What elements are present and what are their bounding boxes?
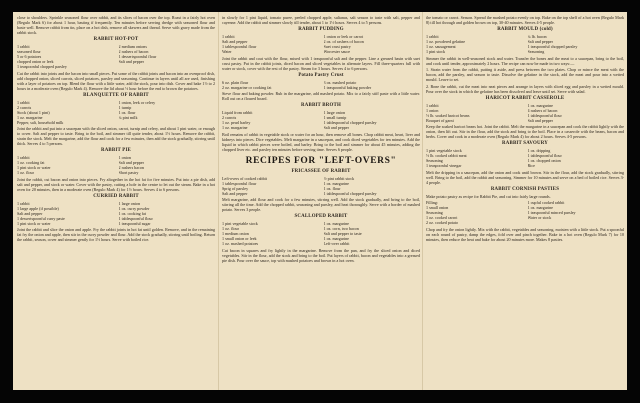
ingredient-item: Salt and pepper [527, 117, 553, 123]
ingredient-item: 1 tablespoonful chopped parsley [323, 120, 377, 125]
ingredient-item: 5 or 6 potatoes [17, 54, 42, 59]
ingredient-item: 1 pint stock or water [17, 165, 51, 170]
ingredient-item: 1 large onion [323, 110, 346, 115]
ingredient-item: 1 onion [426, 107, 439, 113]
ingredient-item: 1 oz. margarine [323, 236, 349, 241]
fold-line-right [422, 12, 423, 390]
ingredient-item: 2 carrots [222, 115, 237, 120]
ingredient-item: Pepper, salt, household milk [17, 119, 64, 125]
ingredient-item: 1 teaspoonful vinegar [426, 163, 462, 168]
ingredient-item: 1 large apple (if possible) [17, 205, 59, 211]
recipe-paragraph: Keep the soaked haricot beans hot. Joint the rabbit. Melt the margarine in a saucepan and cook the rabbit lightly with the onion, then lift out. Stir in the flour, add the stock and bring to the boil. Place in a casserole with the beans, bacon and herbs. Cover and cook in a moderate oven (Regulo Mark 4) for about 2 hours. Serves 4-5 persons. [426, 124, 624, 139]
ingredient-item: 1 oz. margarine [17, 114, 43, 120]
ingredient-item: 1 pint stock or water [17, 220, 51, 226]
ingredient-item: 1 oz. mashed potatoes [222, 241, 259, 246]
ingredient-list [222, 176, 420, 196]
ingredient-item: Salt and pepper [118, 59, 144, 64]
ingredient-item: Rice [527, 163, 536, 168]
recipe-paragraph: Joint the rabbit and put into a saucepan with the sliced onion, carrot, turnip and celery, and about 1 pint water, or enough to cover. Salt and pepper to taste. Bring to the boil, and simmer till quite tender, about 1½ hours. Remove the rabbit, strain the stock. Melt the margarine, add the flour and cook for a few minutes, then add the stock gradually, stirring until thick. Serves 4 to 5 persons. [17, 126, 215, 146]
ingredient-item: 1 pint vegetable stock [222, 221, 258, 226]
ingredient-item: 1 pint vegetable stock [426, 148, 462, 153]
ingredient-item: Liquid from rabbit [222, 110, 253, 115]
ingredient-list [17, 201, 215, 226]
ingredient-item: 1 oz. flour [17, 170, 34, 175]
recipe-paragraph: Joint the rabbit and coat with the flour, mixed with 1 teaspoonful salt and the pepper. Line a greased basin with suet crust pastry. Put in the rabbit joints, diced bacon and sliced vegetables in alternate layers. Fill three-quarters full with water or stock, cover with the rest of the pastry. Steam for 3 hours. Serves 4 to 6 persons. [222, 55, 420, 71]
ingredient-item: Filling: [426, 200, 439, 205]
ingredient-item: Salt and pepper [323, 125, 349, 130]
recipe-paragraph: Make potato pastry as recipe for Rabbit Pie, and cut into fairly large rounds. [426, 193, 551, 199]
recipe-paragraph: Joint the rabbit and slice the onion and apple. Fry the rabbit joints in hot fat until golden. Remove, and in the remaining fat fry the onion and apple, then stir in the curry powder and flour. Add the stock gradually, stirring until boiling. Return the rabbit, season, cover and simmer gently for 1½ hours. Serve with boiled rice. [17, 227, 215, 242]
ingredient-list [222, 80, 420, 90]
ingredient-item: Bouquet of garni [426, 117, 454, 123]
recipe-paragraph: Simmer the rabbit in well-seasoned stock and water. Transfer the bones and the meat to a saucepan, bring to the boil, and cook until tender, approximately 2 hours. The recipe can now be made in two ways:— [426, 55, 624, 66]
recipe-heading: RABBIT CORNISH PASTIES [490, 186, 560, 192]
ingredient-item: 1 rabbit [426, 102, 439, 108]
recipe-heading: FRICASSEE OF RABBIT [291, 168, 351, 174]
ingredient-item: 1 tablespoonful flour [222, 180, 257, 186]
recipe-heading: RABBIT MOULD (cold) [497, 27, 553, 32]
ingredient-item: Seasoning [426, 210, 443, 215]
recipe-paragraph: 2. Bone the rabbit, cut the meat into neat pieces and arrange in layers with sliced egg and parsley in a wetted mould. Pour over the stock in which the gelatine has been dissolved and leave until set. Serve with salad. [426, 83, 624, 94]
ingredient-item: ½ lb. soaked haricot beans [426, 112, 470, 118]
fold-line-left [218, 12, 219, 390]
ingredient-item: 1 tablespoonful flour [118, 215, 153, 221]
ingredient-item: 1 turnip [118, 104, 132, 110]
ingredient-item: 1 rabbit [17, 44, 30, 49]
recipe-heading: BLANQUETTE OF RABBIT [83, 92, 149, 98]
ingredient-item: 1 oz. sausagemeat [426, 44, 456, 49]
recipe-heading: Potato Pastry Crust [298, 72, 344, 78]
ingredient-item: 1 oz. cooking fat [118, 210, 147, 216]
recipe-leaflet [13, 12, 627, 390]
recipe-paragraph: Melt margarine, add flour and cook for a few minutes, stirring well. Add the stock gradually, and bring to the boil, stirring all the time. Add the chopped rabbit, seasoning and parsley, and heat thoroughly. Serve with a border of mashed potato. Serves 3 people. [222, 197, 420, 212]
recipe-heading: RABBIT PUDDING [298, 27, 344, 32]
ingredient-item: 1 tablespoonful flour [222, 44, 257, 49]
ingredient-item: Salt and pepper [527, 39, 553, 44]
section-heading: RECIPES FOR "LEFT-OVERS" [245, 155, 397, 166]
ingredient-item: 1 dessertspoonful curry paste [17, 215, 65, 221]
recipe-paragraph: Cut bacon in squares and fry lightly in the margarine. Remove from the pan, and fry the sliced onion and diced vegetables. Stir in the flour, add the stock and bring to the boil. Put layers of rabbit, bacon and vegetables into a greased pie dish. Pour over the sauce, top with mashed potatoes and brown in a hot oven. [222, 247, 420, 263]
recipe-heading: RABBIT PIE [100, 148, 132, 153]
ingredient-item: Salt and pepper [222, 39, 248, 44]
ingredient-item: 1 oz. powdered gelatine [426, 39, 466, 44]
ingredient-item: Water [222, 49, 232, 54]
ingredient-list [17, 44, 215, 69]
recipe-paragraph: Melt the dripping in a saucepan, add the onion and cook until brown. Stir in the flour, add the stock gradually, stirring well. Bring to the boil, add the rabbit and seasoning. Simmer for 10 minutes and serve on a bed of boiled rice. Serves 3-4 people. [426, 169, 624, 185]
column-left [17, 15, 215, 244]
recipe-heading: CURRIED RABBIT [93, 193, 139, 199]
ingredient-item: 1 oz. chopped onion [527, 158, 561, 163]
ingredient-item: Salt and pepper to taste [323, 231, 362, 236]
ingredient-item: ½ lb. cooked rabbit meat [426, 153, 467, 158]
recipe-heading: SCALLOPED RABBIT [294, 214, 348, 219]
ingredient-item: ¼ pint milk [118, 114, 138, 120]
ingredient-item: Water or stock [527, 215, 552, 220]
ingredient-list [222, 221, 420, 246]
ingredient-item: 1 tablespoonful flour [527, 153, 562, 158]
ingredient-item: Salt and pepper [118, 160, 144, 165]
ingredient-item: 1 oz. corn, two bacon [323, 226, 359, 231]
ingredient-item: 1 oz. curry powder [118, 205, 150, 211]
recipe-heading: HARICOT RABBIT CASSEROLE [485, 95, 565, 101]
ingredient-item: 1 rabbit [222, 34, 235, 39]
ingredient-item: 1 oz. margarine [222, 125, 248, 130]
ingredient-item: 1 oz. margarine [323, 221, 349, 226]
ingredient-item: 1 oz. margarine [527, 102, 553, 108]
column-middle [222, 15, 420, 264]
ingredient-item: ½ pint rabbit stock [323, 175, 355, 181]
ingredient-list [426, 103, 624, 123]
recipe-paragraph: Sieve flour and baking powder. Rub in the margarine, add mashed potato. Mix to a fairly stiff paste with a little water. Roll out on a floured board. [222, 91, 420, 101]
ingredient-item: 1 small onion [426, 205, 449, 210]
ingredient-item: 1 small onion or leek [222, 236, 257, 241]
ingredient-item: 1 oz. cooked carrot [426, 215, 458, 220]
ingredient-item: 2 oz. of rashers of bacon [323, 39, 364, 44]
ingredient-item: 1 oz. flour [222, 226, 239, 231]
ingredient-item: chopped onion or leek [17, 59, 54, 64]
ingredient-item: Salt and pepper [222, 190, 248, 196]
ingredient-item: 2 carrots [17, 104, 32, 110]
ingredient-item: Sprig of parsley [222, 185, 249, 191]
ingredient-list [426, 148, 624, 168]
recipe-paragraph: Chop and fry the onion lightly. Mix with the rabbit, vegetables and seasoning, moisten with a little stock. Put a spoonful on each round of pastry, damp the edges, fold over and pinch together. Bake in a hot oven (Regulo Mark 7) for 10 minutes, then reduce the heat and bake for about 20 minutes more. Makes 8 pasties. [426, 226, 624, 242]
ingredient-item: Seasoning [527, 49, 545, 54]
recipe-heading: RABBIT BROTH [301, 103, 341, 108]
ingredient-list [426, 200, 624, 225]
recipe-paragraph: Cut the rabbit into joints and the bacon into small pieces. Put some of the rabbit joints and bacon into an ovenproof dish, add chopped onion, sliced carrots, sliced potatoes, parsley and seasoning. Continue in layers until all are used, finishing with a layer of potatoes on top. Blend the flour with a little water, add the stock, pour into dish. Cover and bake 1½ to 2 hours in a moderate oven (Regulo Mark 4). Remove the lid about ½ hour before the end to brown the potatoes. [17, 70, 215, 91]
ingredient-item: 1 onion [118, 155, 131, 160]
ingredient-item: Left-overs of cooked rabbit [222, 175, 267, 181]
ingredient-item: 2 rashers bacon [118, 165, 144, 170]
ingredient-item: Left-over rabbit [323, 241, 350, 246]
ingredient-item: 1 teaspoonful minced parsley [527, 210, 576, 215]
ingredient-item: 1 rabbit [17, 155, 30, 160]
recipe-heading: RABBIT SAVOURY [502, 141, 548, 146]
ingredient-item: Suet crust pastry [323, 44, 351, 49]
ingredient-item: Salt and pepper [17, 210, 43, 216]
ingredient-item: 1 small turnip [323, 115, 347, 120]
ingredient-item: 1 large onion [118, 200, 141, 206]
ingredient-item: 1 onion, leek or celery [118, 99, 156, 105]
ingredient-list [222, 110, 420, 130]
ingredient-item: 1 teaspoonful chopped parsley [527, 44, 578, 49]
ingredient-item: Worcester sauce [323, 49, 351, 54]
ingredient-item: 1 rabbit [17, 200, 30, 206]
ingredient-item: 1 oz. flour [118, 109, 136, 115]
ingredient-item: 1 tablespoonful chopped parsley [323, 190, 377, 196]
ingredient-item: 6 oz. plain flour [222, 79, 249, 85]
ingredient-item: Stock (about 1 pint) [17, 109, 50, 115]
ingredient-item: 2 medium onions [118, 44, 147, 49]
ingredient-item: 1 oz. flour [323, 185, 341, 191]
ingredient-item: ¼ lb. bacon [527, 34, 547, 39]
ingredient-item: 1 dessertspoonful flour [118, 54, 157, 59]
ingredient-item: 1 rabbit [17, 99, 30, 105]
recipe-paragraph: the tomato or carrot. Season. Spread the mashed potato evenly on top. Bake on the top shelf of a hot oven (Regulo Mark 8) till hot through and golden brown on top, 30-40 minutes. Serves 4-5 people. [426, 15, 624, 25]
ingredient-item: 4 rashers of bacon [527, 107, 558, 113]
ingredient-list [17, 100, 215, 125]
ingredient-item: 1 teaspoonful chopped parsley [17, 64, 67, 69]
ingredient-item: 1 oz. cooking fat [17, 160, 45, 165]
ingredient-item: 2 oz. margarine or cooking fat [222, 84, 272, 90]
recipe-paragraph: Boil remains of rabbit in vegetable stock or water for an hour, then remove all bones. Chop rabbit meat, heart, liver and kidneys into pieces. Dice vegetables. Melt margarine in a saucepan, and cook diced vegetables for ten minutes. Add the liquid in which rabbit pieces were boiled, and barley. Bring to the boil and simmer for about 45 minutes, adding the chopped liver etc. and parsley ten minutes before serving time. Serves 6 people. [222, 131, 420, 152]
ingredient-item: 1 oz. margarine [323, 180, 349, 186]
ingredient-item: 1 pint stock [426, 49, 446, 54]
recipe-paragraph: close to shoulders. Sprinkle seasoned flour over rabbit, and its slices of bacon over the top. Roast in a fairly hot oven (Regulo Mark 6) for about 1 hour, basting if frequently. Ten minutes before serving dredge with seasoned flour and baste well. Remove rabbit from tin, place on a hot dish, remove all skewers and thread. Serve with gravy made from the rabbit stock. [17, 15, 215, 35]
ingredient-item: 1 rabbit [426, 34, 439, 39]
ingredient-item: 1 teaspoonful sugar [118, 220, 151, 226]
ingredient-item: 1 medium onion [222, 231, 249, 236]
ingredient-item: Seasoning [426, 158, 443, 163]
ingredient-item: 1 teaspoonful baking powder [323, 84, 372, 90]
ingredient-item: 1 onion or leek or carrot [323, 34, 364, 39]
ingredient-item: 3 oz. mashed potato [323, 79, 357, 85]
ingredient-list [222, 34, 420, 54]
ingredient-item: 2 rashers of bacon [118, 49, 149, 54]
recipe-heading: RABBIT HOT-POT [93, 37, 139, 42]
ingredient-item: 1 oz. dripping [527, 148, 551, 153]
ingredient-list [17, 155, 215, 175]
recipe-paragraph: Joint the rabbit, cut bacon and onion into pieces. Fry altogether in the hot fat for five minutes. Put into a pie dish, add salt and pepper, and stock or water. Cover with the pastry, cutting a hole in the centre to let out the steam. Bake in a hot oven for 20 minutes, then in a moderate oven (Regulo Mark 4) for 1½ hours. Serves 4 to 6 persons. [17, 176, 215, 192]
ingredient-item: 1 oz. margarine [527, 205, 553, 210]
ingredient-item: seasoned flour [17, 49, 41, 54]
column-right [426, 15, 624, 243]
recipe-paragraph: 1. Strain water from the rabbit, putting it aside, and press between the two plates. Chop or mince the meat with the bacon, add the parsley, and season to taste. Dissolve the gelatine in the stock, add the meat and pour into a wetted mould. Leave to set. [426, 67, 624, 82]
ingredient-list [426, 34, 624, 54]
ingredient-item: 1 cupful cooked rabbit [527, 200, 565, 205]
ingredient-item: 1 oz. pearl barley [222, 120, 251, 125]
ingredient-item: 1 tablespoonful flour [527, 112, 562, 118]
recipe-paragraph: in slowly for 1 pint liquid, tomato puree, peeled chopped apple, sultanas, salt season to taste with salt, pepper and cayenne. Add the rabbit and simmer slowly till tender, about 1 to 1½ hours. Serves 4 to 5 persons. [222, 15, 420, 25]
ingredient-item: 2 oz. cooked potato [426, 220, 459, 225]
ingredient-item: Short pastry [118, 170, 139, 175]
